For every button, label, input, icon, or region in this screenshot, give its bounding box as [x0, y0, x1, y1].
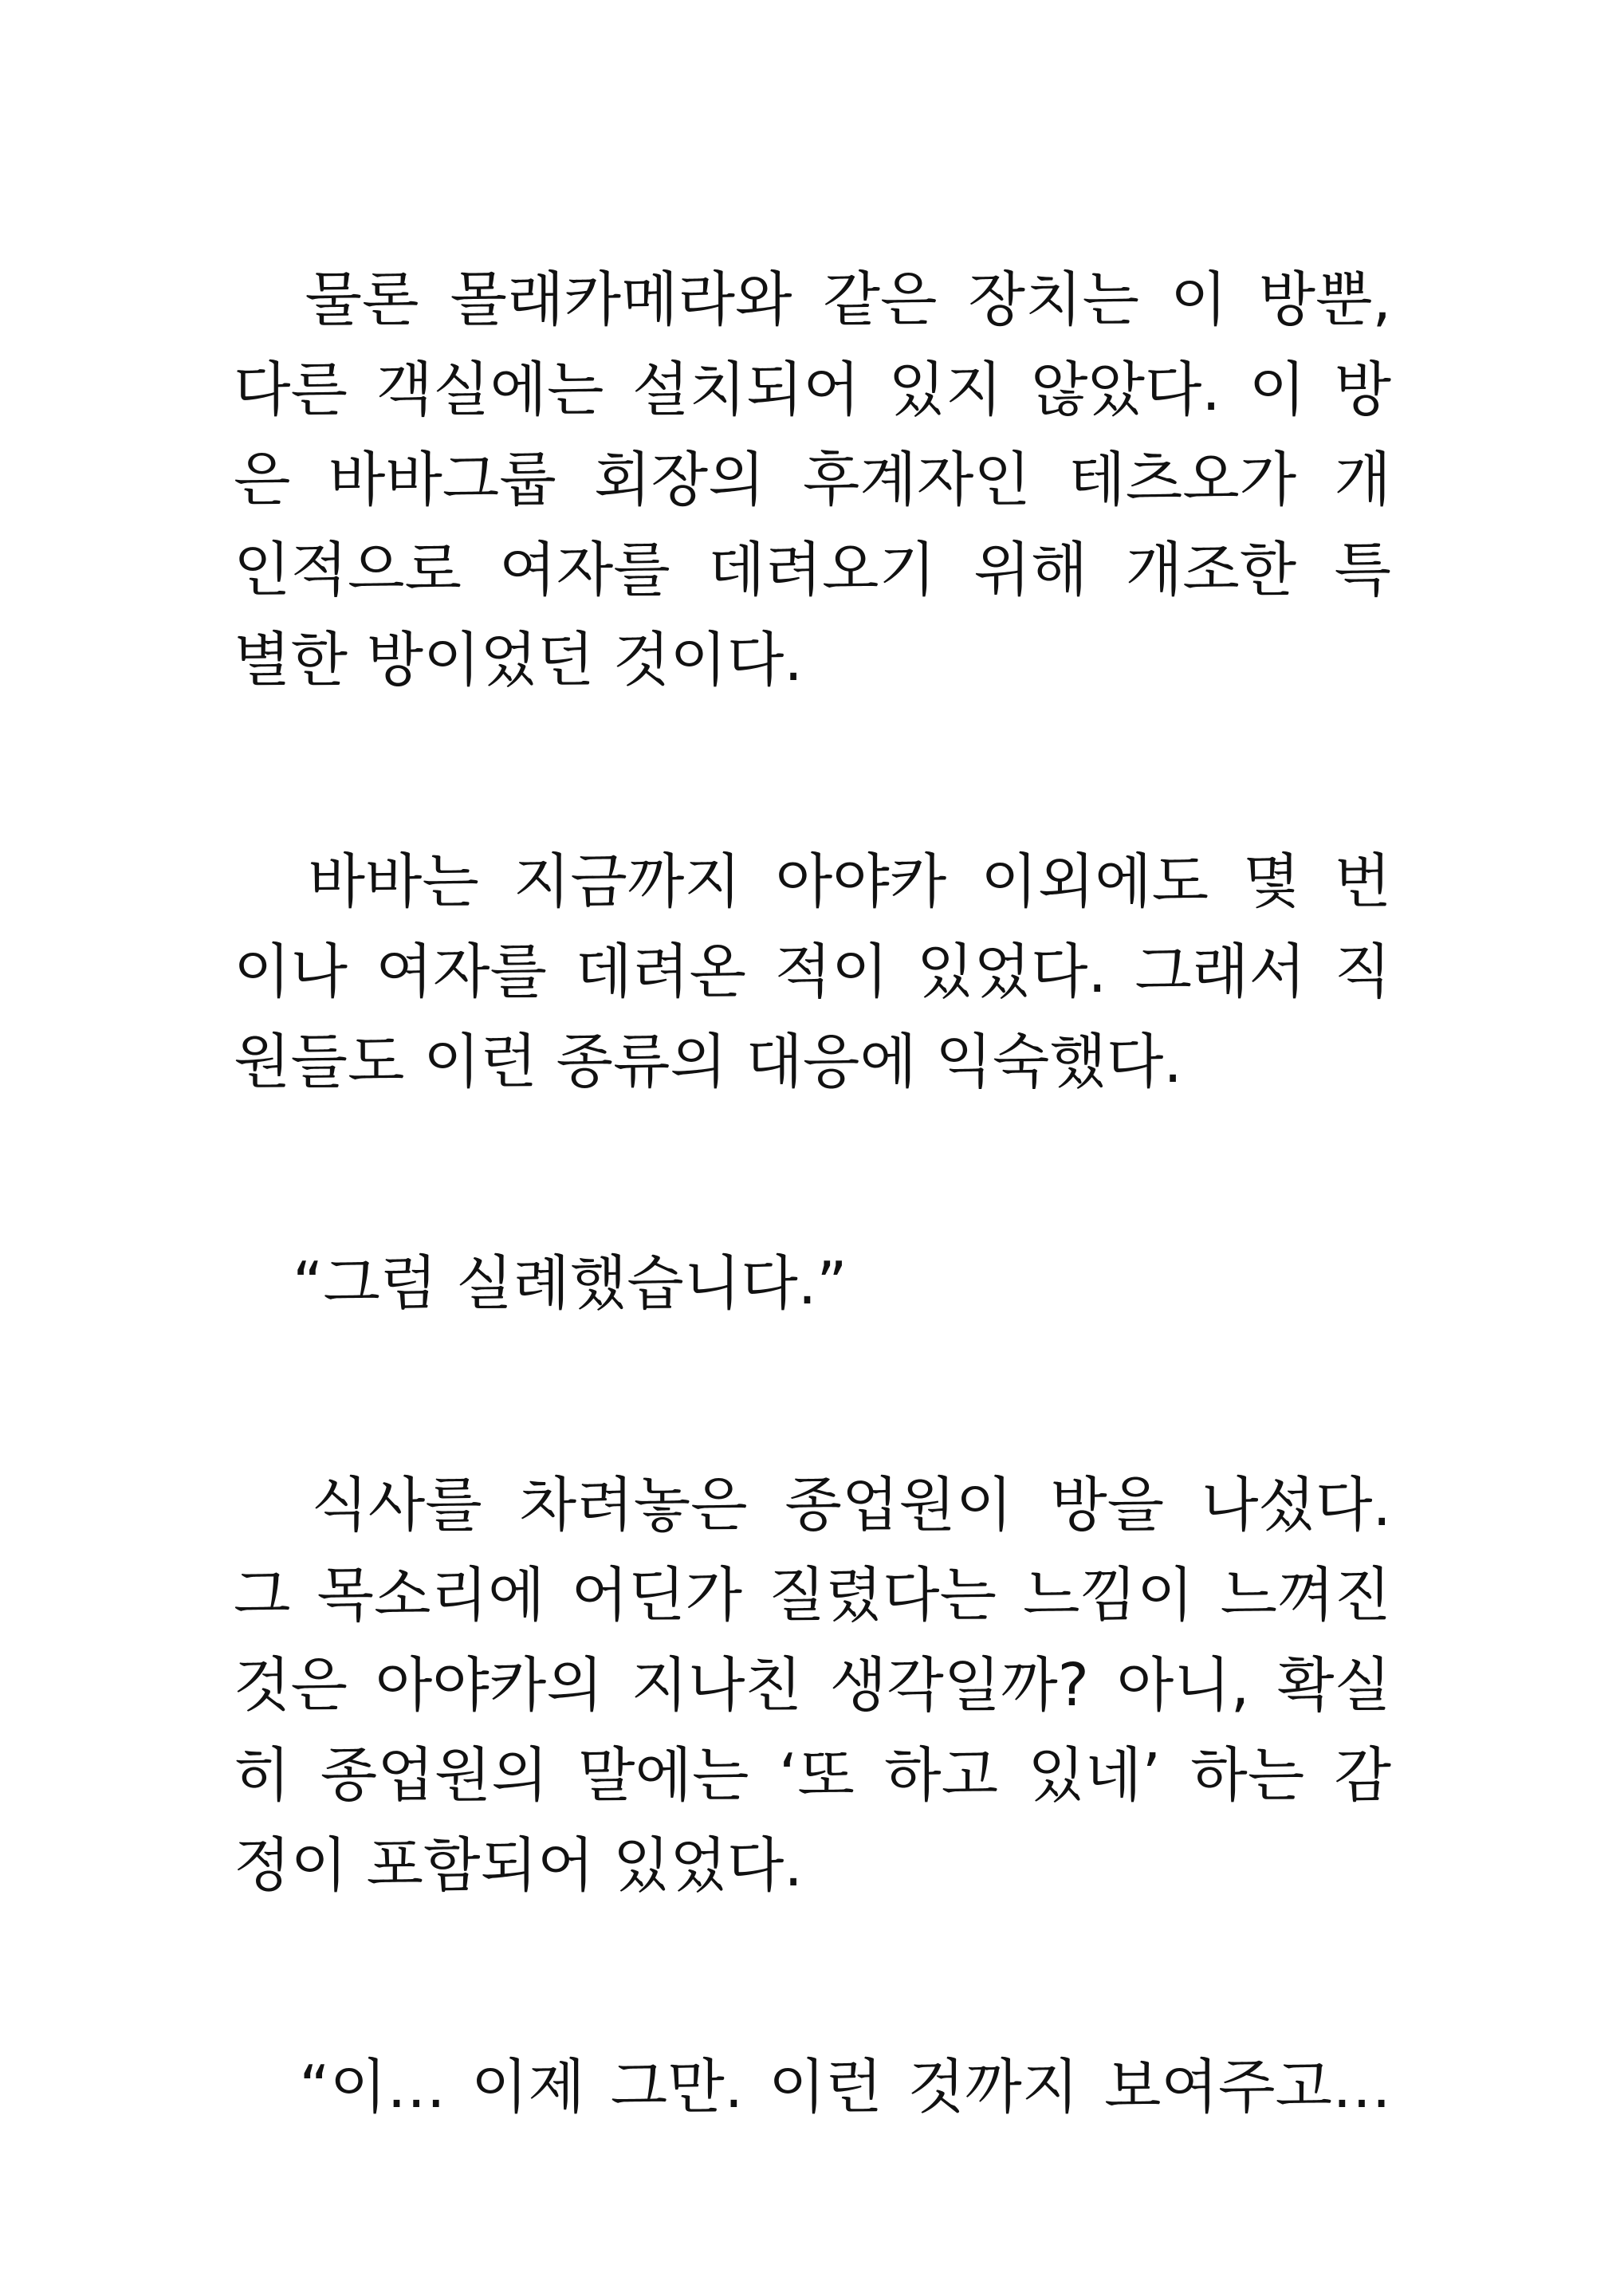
text-line: 원들도 이런 종류의 대응에 익숙했다. [234, 1028, 1182, 1096]
text-line: 별한 방이었던 것이다. [234, 626, 803, 694]
paragraph-gap [234, 1329, 1391, 1461]
body-text [234, 255, 1391, 2133]
text-line: 그 목소리에 어딘가 질렸다는 느낌이 느껴진 [234, 1561, 1391, 1630]
text-line: 식사를 차려놓은 종업원이 방을 나섰다. [234, 1471, 1391, 1539]
text-line: 것은 아야카의 지나친 생각일까? 아니, 확실 [234, 1651, 1391, 1720]
paragraph-gap [234, 1911, 1391, 2042]
paragraph-gap [234, 706, 1391, 837]
text-line: 다른 객실에는 설치되어 있지 않았다. 이 방 [234, 356, 1391, 424]
paragraph [234, 255, 1391, 706]
text-line: 물론 몰래카메라와 같은 장치는 이 방뿐, [234, 265, 1391, 334]
text-line: “그럼 실례했습니다.” [234, 1249, 847, 1318]
paragraph [234, 837, 1391, 1107]
dialogue-paragraph [234, 1239, 1391, 1329]
text-line: “이… 이제 그만. 이런 것까지 보여주고… [234, 2053, 1391, 2121]
text-line: 이나 여자를 데려온 적이 있었다. 그래서 직 [234, 938, 1391, 1006]
text-line: 바바는 지금까지 아야카 이외에도 몇 번 [234, 847, 1391, 916]
dialogue-paragraph [234, 2042, 1391, 2133]
text-line: 정이 포함되어 있었다. [234, 1831, 803, 1900]
paragraph [234, 1461, 1391, 1911]
text-line: 히 종업원의 말에는 ‘또 하고 있네’ 하는 감 [234, 1741, 1391, 1810]
paragraph-gap [234, 1107, 1391, 1239]
text-line: 인적으로 여자를 데려오기 위해 개조한 특 [234, 536, 1391, 604]
text-line: 은 바바그룹 회장의 후계자인 테츠오가 개 [234, 446, 1391, 514]
